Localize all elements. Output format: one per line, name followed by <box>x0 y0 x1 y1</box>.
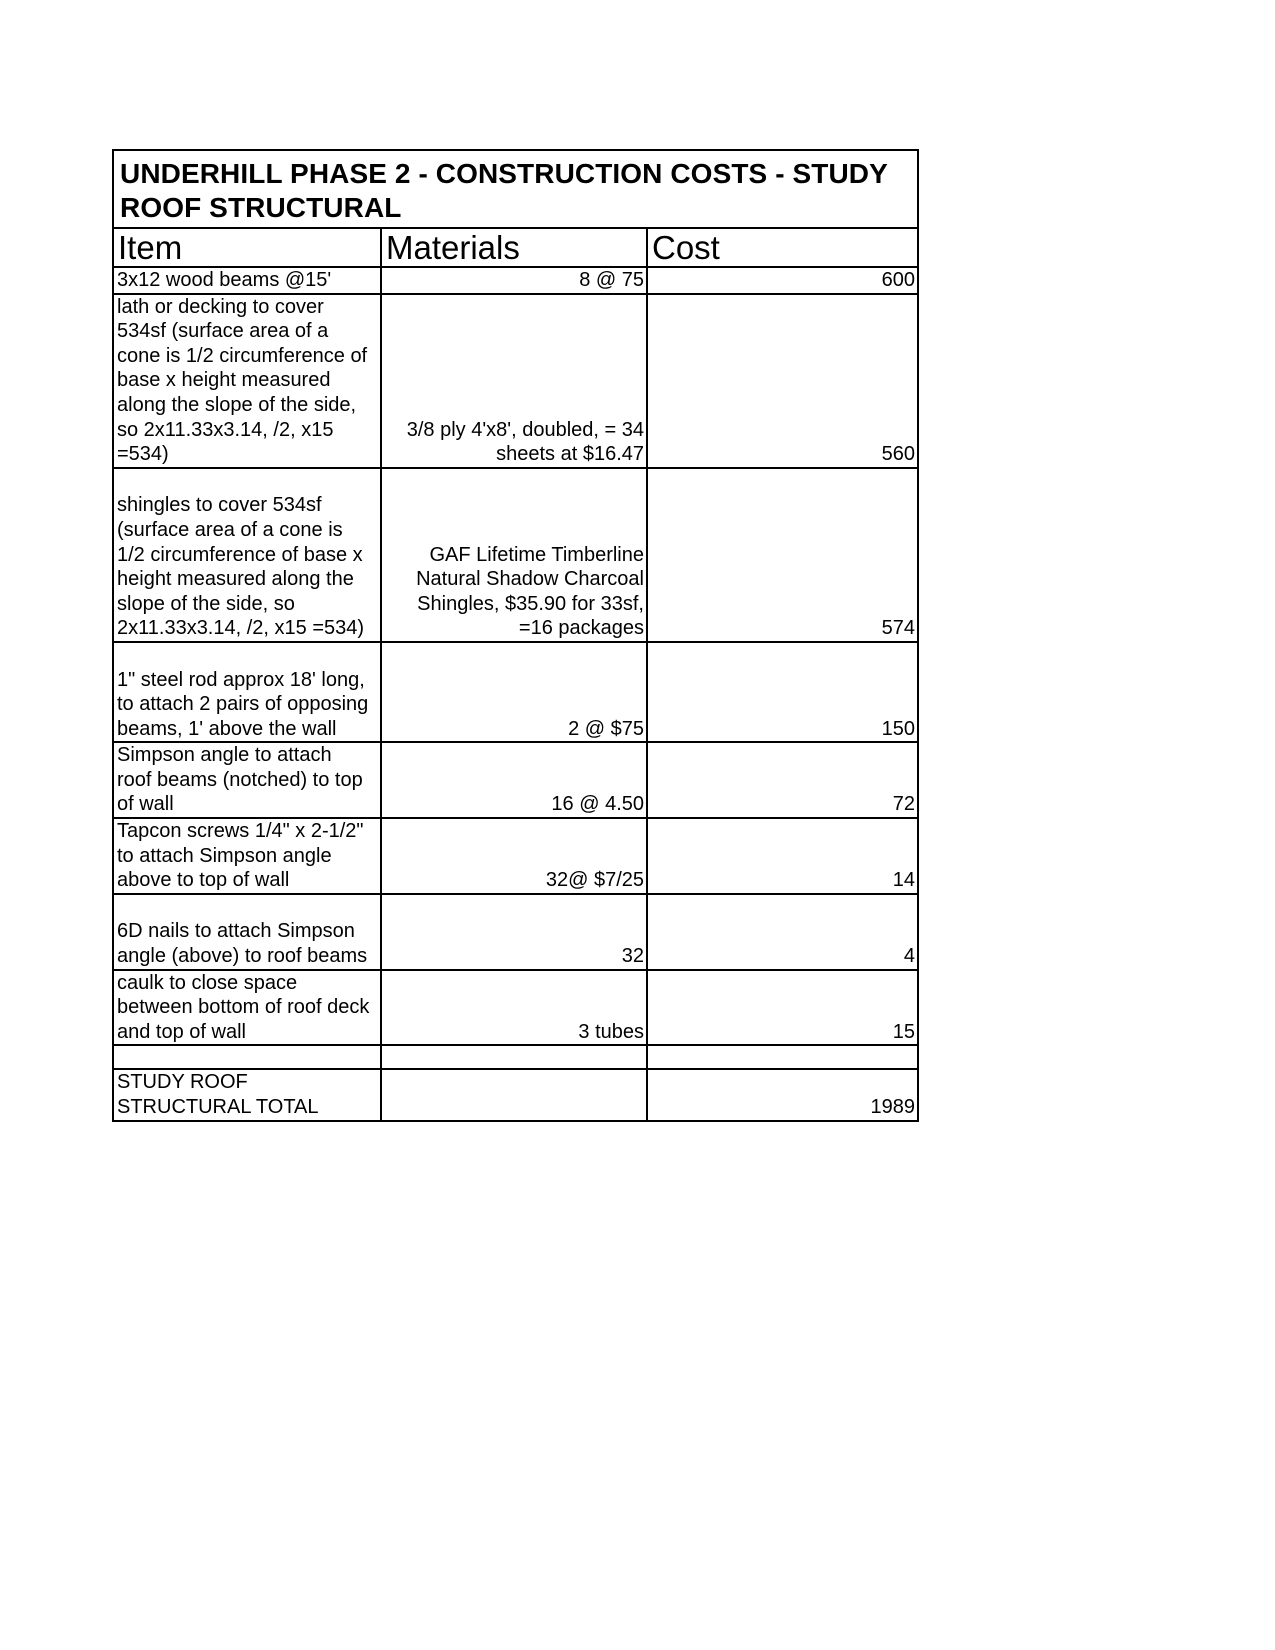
materials-cell: 8 @ 75 <box>381 267 647 294</box>
item-cell: 3x12 wood beams @15' <box>114 267 381 294</box>
header-row <box>114 229 917 267</box>
item-line: so 2x11.33x3.14, /2, x15 <box>117 418 334 441</box>
item-line: cone is 1/2 circumference of <box>117 344 368 367</box>
item-line: Tapcon screws 1/4" x 2-1/2" <box>117 820 364 843</box>
materials-cell: 2 @ $75 <box>381 642 647 742</box>
item-line: angle (above) to roof beams <box>117 945 368 968</box>
item-line: shingles to cover 534sf <box>117 494 322 517</box>
item-line: along the slope of the side, <box>117 393 357 416</box>
item-line: between bottom of roof deck <box>117 996 370 1019</box>
item-line: above to top of wall <box>117 869 290 892</box>
table-row <box>114 894 917 970</box>
sheet-title <box>114 151 917 229</box>
total-row <box>114 1069 917 1119</box>
cost-cell: 150 <box>647 642 917 742</box>
materials-cell: 32@ $7/25 <box>381 818 647 894</box>
materials-line: 3/8 ply 4'x8', doubled, = 34 <box>406 418 644 441</box>
item-line: (surface area of a cone is <box>117 518 343 541</box>
blank-cell <box>114 1045 381 1069</box>
header-cost: Cost <box>647 229 917 267</box>
materials-cell <box>381 468 647 642</box>
cost-cell: 14 <box>647 818 917 894</box>
item-line: 534sf (surface area of a <box>117 320 329 343</box>
cost-cell: 72 <box>647 742 917 818</box>
item-line: caulk to close space <box>117 971 298 994</box>
item-line: beams, 1' above the wall <box>117 717 337 740</box>
materials-cell: 32 <box>381 894 647 970</box>
item-cell <box>114 818 381 894</box>
cost-cell: 4 <box>647 894 917 970</box>
item-line: base x height measured <box>117 369 331 392</box>
item-cell <box>114 294 381 468</box>
table-row <box>114 294 917 468</box>
blank-cell <box>647 1045 917 1069</box>
materials-line: =16 packages <box>518 617 644 640</box>
materials-line: GAF Lifetime Timberline <box>429 543 644 566</box>
item-cell <box>114 894 381 970</box>
cost-cell: 600 <box>647 267 917 294</box>
item-line: 1/2 circumference of base x <box>117 543 363 566</box>
item-line: height measured along the <box>117 568 354 591</box>
total-cost-cell: 1989 <box>870 1096 915 1118</box>
item-line: of wall <box>117 793 174 816</box>
cost-sheet <box>112 149 919 1122</box>
item-line: roof beams (notched) to top <box>117 768 363 791</box>
table-row <box>114 267 917 294</box>
table-row <box>114 970 917 1046</box>
total-label-cell <box>114 1069 381 1119</box>
table-row <box>114 642 917 742</box>
blank-cell <box>381 1045 647 1069</box>
item-line: Simpson angle to attach <box>117 744 332 767</box>
cost-cell: 560 <box>647 294 917 468</box>
item-line: lath or decking to cover <box>117 295 324 318</box>
title-line-2: ROOF STRUCTURAL <box>120 192 402 223</box>
title-line-1: UNDERHILL PHASE 2 - CONSTRUCTION COSTS - STUDY <box>120 158 888 189</box>
header-item: Item <box>114 229 381 267</box>
cost-cell: 15 <box>647 970 917 1046</box>
item-cell <box>114 642 381 742</box>
item-line: =534) <box>117 443 169 466</box>
cost-cell: 574 <box>647 468 917 642</box>
item-cell <box>114 970 381 1046</box>
materials-line: Shingles, $35.90 for 33sf, <box>417 592 644 615</box>
materials-line: sheets at $16.47 <box>496 443 644 466</box>
item-line: 2x11.33x3.14, /2, x15 =534) <box>117 617 365 640</box>
item-line: to attach Simpson angle <box>117 844 332 867</box>
header-materials: Materials <box>381 229 647 267</box>
table-row <box>114 468 917 642</box>
materials-line: Natural Shadow Charcoal <box>416 568 644 591</box>
materials-cell: 3 tubes <box>381 970 647 1046</box>
item-line: 6D nails to attach Simpson <box>117 920 355 943</box>
table-row <box>114 818 917 894</box>
item-cell <box>114 742 381 818</box>
total-label-line: STUDY ROOF <box>117 1071 248 1094</box>
item-line: and top of wall <box>117 1020 246 1043</box>
item-line: to attach 2 pairs of opposing <box>117 693 369 716</box>
item-line: slope of the side, so <box>117 592 295 615</box>
item-line: 1" steel rod approx 18' long, <box>117 668 365 691</box>
item-cell <box>114 468 381 642</box>
total-label-line: STRUCTURAL TOTAL <box>117 1096 319 1118</box>
blank-row <box>114 1045 917 1069</box>
materials-cell: 16 @ 4.50 <box>381 742 647 818</box>
table-row <box>114 742 917 818</box>
materials-cell <box>381 294 647 468</box>
cost-table <box>114 229 917 1120</box>
total-materials-cell <box>381 1069 647 1119</box>
